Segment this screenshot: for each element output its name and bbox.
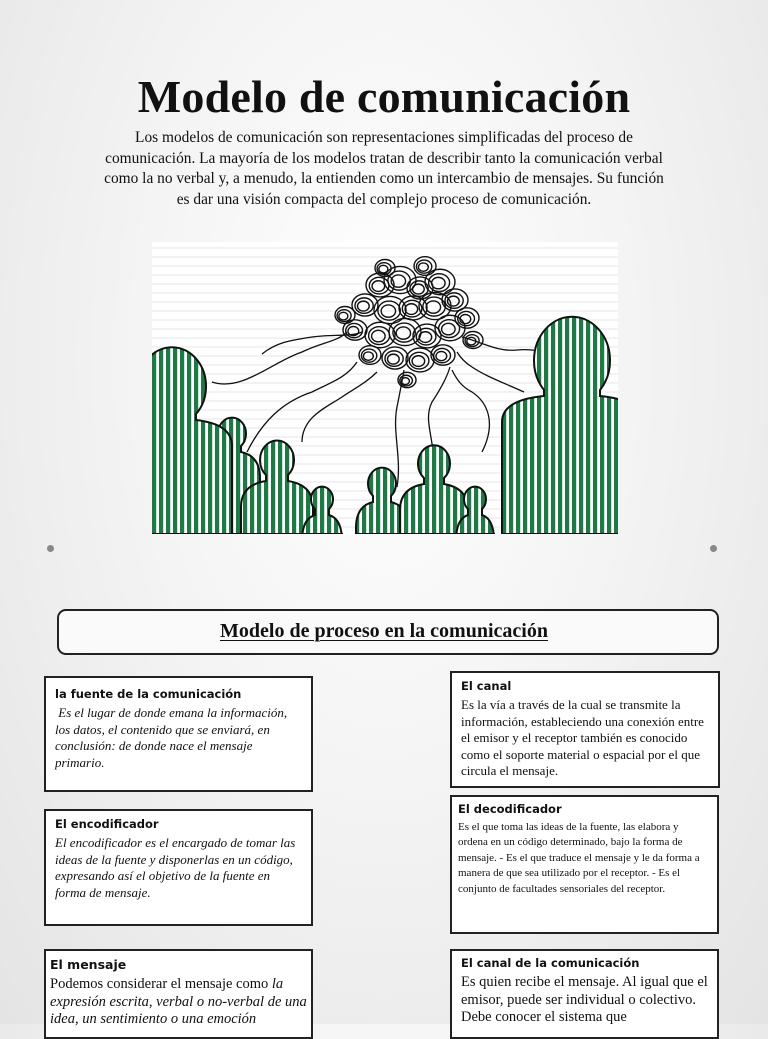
box-title: El canal de la comunicación [461, 956, 640, 970]
box-canal-comunicacion [450, 949, 719, 1039]
box-title: El encodificador [55, 817, 159, 831]
box-body: Es el lugar de donde emana la información, los datos, el contenido que se enviará, en conclusión: de donde nace el mensaje primario. [55, 705, 288, 770]
box-body: El encodificador es el encargado de tomar las ideas de la fuente y disponerlas en un código, expresando así el objetivo de la fuente en forma de mensaje. [55, 835, 296, 900]
section-header: Modelo de proceso en la comunicación [220, 620, 548, 642]
box-title: El mensaje [50, 957, 127, 972]
box-title: El canal [461, 679, 512, 693]
box-decodificador [450, 795, 719, 934]
slide-dot-right [710, 545, 717, 552]
intro-paragraph: Los modelos de comunicación son representaciones simplificadas del proceso de comunicación. La mayoría de los modelos tratan de describir tanto la comunicación verbal como la no verbal y, a menudo, la entienden como un intercambio de mensajes. Su función es dar una visión compacta del complejo proceso de comunicación. [104, 129, 664, 208]
box-body: Es la vía a través de la cual se transmite la información, estableciendo una conexión entre el emisor y el receptor también es conocido como el soporte material o espacial por el que circula el mensaje. [461, 697, 704, 779]
slide-dot-left [47, 545, 54, 552]
box-body: Es quien recibe el mensaje. Al igual que el emisor, puede ser individual o colectivo. Debe conocer el sistema que [461, 974, 708, 1026]
people-tangled-communication-illustration [152, 242, 618, 534]
box-body: Es el que toma las ideas de la fuente, las elabora y ordena en un código determinado, bajo la forma de mensaje. - Es el que traduce el mensaje y le da forma a manera de que sea utilizado por el receptor. - Es el conjunto de facultades sensoriales del receptor. [458, 821, 700, 895]
box-title: la fuente de la comunicación [55, 687, 242, 701]
box-fuente [44, 676, 313, 792]
box-mensaje [44, 949, 313, 1039]
box-title: El decodificador [458, 802, 562, 816]
box-encodificador [44, 809, 313, 926]
box-canal [450, 671, 720, 788]
box-body: Podemos considerar el mensaje como la expresión escrita, verbal o no-verbal de una idea, un sentimiento o una emoción [50, 976, 307, 1028]
page-title: Modelo de comunicación [137, 71, 631, 122]
